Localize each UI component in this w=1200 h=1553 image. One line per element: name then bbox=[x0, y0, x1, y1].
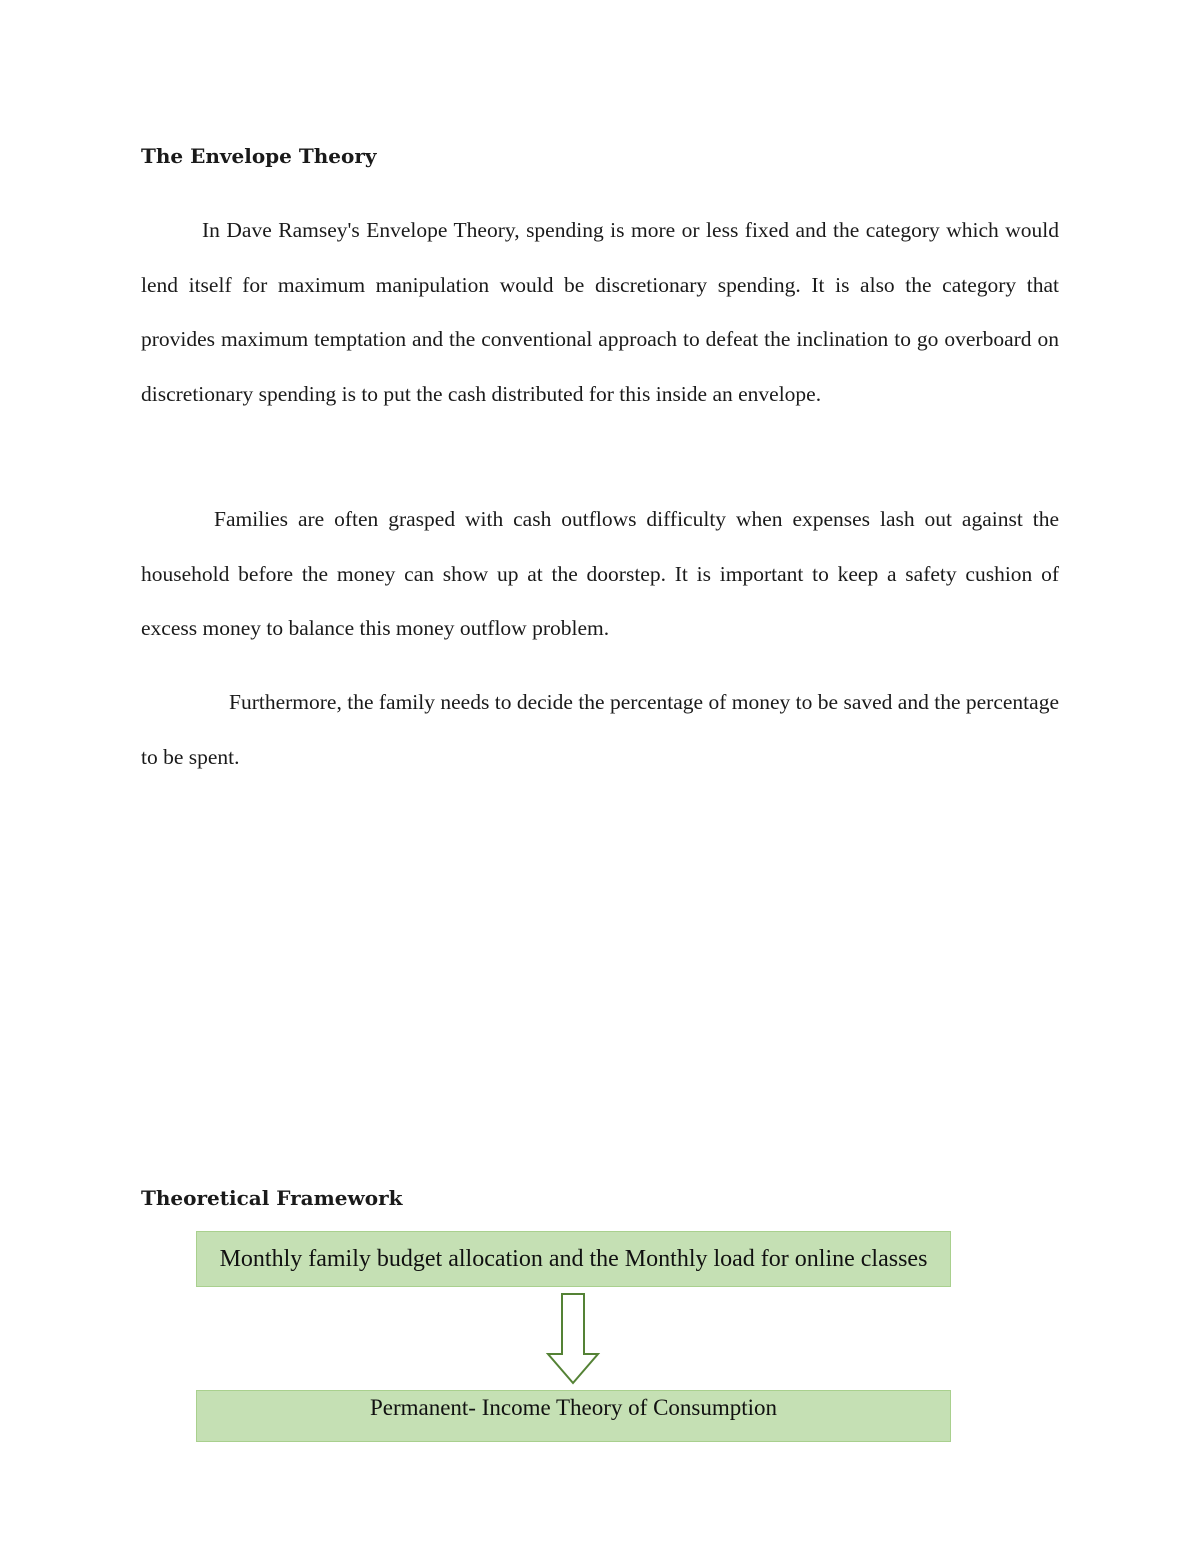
paragraph-envelope-theory: In Dave Ramsey's Envelope Theory, spending is more or less fixed and the category which would lend itself for maximum manipulation would be discretionary spending. It is also the category that provides maximum temptation and the conventional approach to defeat the inclination to go overboard on discretionary spending is to put the cash distributed for this inside an envelope. bbox=[141, 218, 1059, 406]
budget-allocation-box: Monthly family budget allocation and the Monthly load for online classes bbox=[196, 1231, 951, 1287]
permanent-income-theory-box: Permanent- Income Theory of Consumption bbox=[196, 1390, 951, 1442]
paragraph-cash-outflows: Families are often grasped with cash outflows difficulty when expenses lash out against the household before the money can show up at the doorstep. It is important to keep a safety cushion of excess money to balance this money outflow problem. bbox=[141, 507, 1059, 640]
section-heading: The Envelope Theory bbox=[141, 144, 377, 168]
paragraph-saving-percentage: Furthermore, the family needs to decide the percentage of money to be saved and the percentage to be spent. bbox=[141, 690, 1059, 769]
framework-heading: Theoretical Framework bbox=[141, 1186, 403, 1210]
down-arrow-icon bbox=[545, 1292, 601, 1386]
